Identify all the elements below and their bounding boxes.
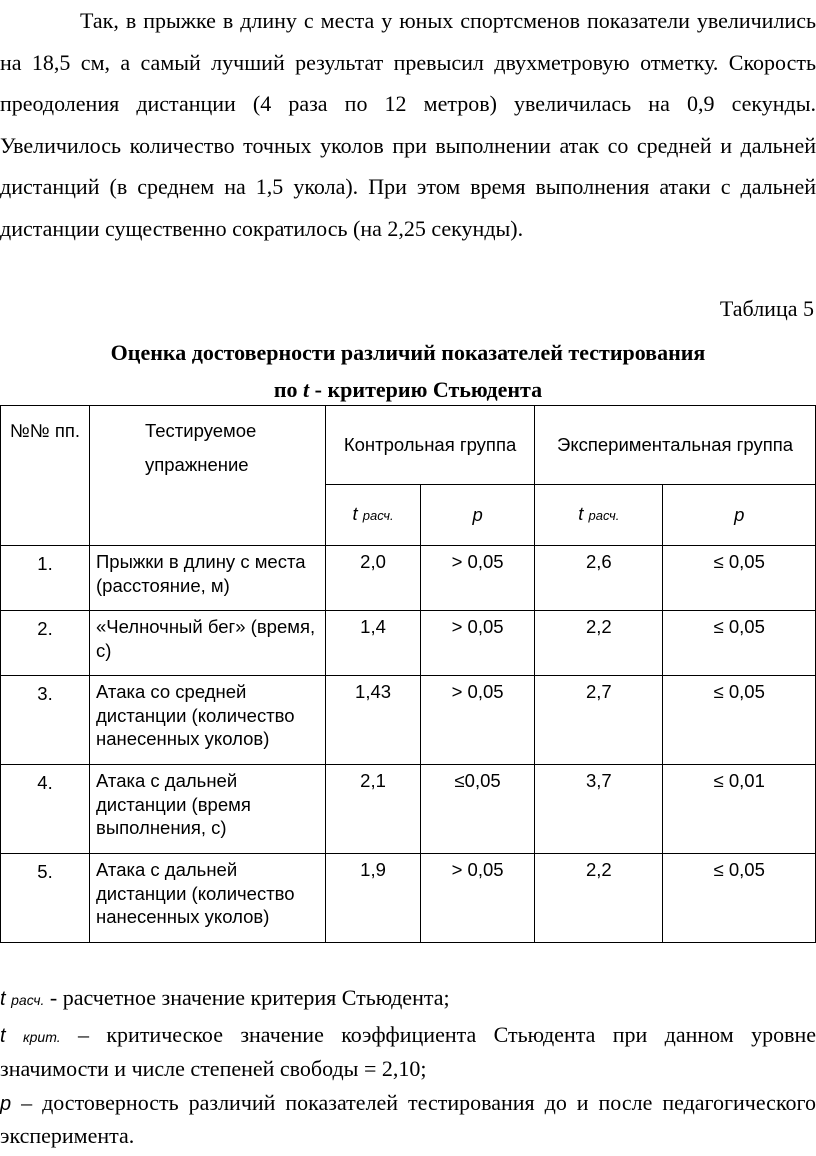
row-experimental-p: ≤ 0,05: [663, 546, 816, 611]
row-control-t: 1,9: [326, 854, 421, 943]
row-control-t: 1,4: [326, 611, 421, 676]
note-t-calc: [0, 982, 816, 1016]
row-control-t: 1,43: [326, 676, 421, 765]
row-experimental-t: 2,2: [535, 611, 663, 676]
table-row: [1, 854, 816, 943]
note-symbol: t расч.: [0, 988, 45, 1010]
row-control-p: > 0,05: [421, 546, 535, 611]
table-title-prefix: по: [273, 377, 304, 402]
subheader-control-t: t расч.: [326, 485, 421, 546]
table-row: [1, 765, 816, 854]
note-text: – достоверность различий показателей тестирования до и после педагогического эксперимента.: [0, 1090, 816, 1148]
table-header-row: [1, 406, 816, 485]
row-experimental-t: 3,7: [535, 765, 663, 854]
row-control-p: > 0,05: [421, 854, 535, 943]
table-title-symbol: t: [303, 377, 310, 402]
row-number: 5.: [1, 854, 90, 943]
row-experimental-p: ≤ 0,05: [663, 611, 816, 676]
row-experimental-t: 2,6: [535, 546, 663, 611]
header-number: №№ пп.: [1, 406, 90, 546]
note-text: - расчетное значение критерия Стьюдента;: [44, 985, 450, 1010]
table-title-suffix: - критерию Стьюдента: [309, 377, 543, 402]
row-number: 3.: [1, 676, 90, 765]
note-symbol: t крит.: [0, 1025, 61, 1047]
table-title: [0, 334, 816, 408]
table-title-line2: [0, 371, 816, 408]
note-text: – критическое значение коэффициента Стьюдента при данном уровне значимости и числе степеней свободы = 2,10;: [0, 1022, 816, 1081]
row-number: 2.: [1, 611, 90, 676]
row-control-p: > 0,05: [421, 676, 535, 765]
header-experimental-group: Экспериментальная группа: [535, 406, 816, 485]
body-paragraph: Так, в прыжке в длину с места у юных спортсменов показатели увеличились на 18,5 см, а самый лучший результат превысил двухметровую отметку. Скорость преодоления дистанции (4 раза по 12 метров) увеличилась на 0,9 секунды. Увеличилось количество точных уколов при выполнении атак со средней и дальней дистанций (в среднем на 1,5 укола). При этом время выполнения атаки с дальней дистанции существенно сократилось (на 2,25 секунды).: [0, 8, 816, 241]
row-exercise: Атака со средней дистанции (количество нанесенных уколов): [90, 676, 326, 765]
table-row: [1, 546, 816, 611]
row-number: 4.: [1, 765, 90, 854]
row-number: 1.: [1, 546, 90, 611]
row-experimental-t: 2,2: [535, 854, 663, 943]
header-exercise: Тестируемое упражнение: [90, 406, 326, 546]
note-symbol: p: [0, 1093, 12, 1115]
subheader-experimental-p: p: [663, 485, 816, 546]
note-t-crit: [0, 1019, 816, 1084]
table-row: [1, 611, 816, 676]
row-exercise: «Челночный бег» (время, с): [90, 611, 326, 676]
row-control-t: 2,1: [326, 765, 421, 854]
row-experimental-t: 2,7: [535, 676, 663, 765]
row-exercise: Атака с дальней дистанции (количество нанесенных уколов): [90, 854, 326, 943]
row-experimental-p: ≤ 0,05: [663, 854, 816, 943]
row-control-t: 2,0: [326, 546, 421, 611]
table-title-line1: Оценка достоверности различий показателей тестирования: [110, 340, 706, 365]
subheader-experimental-t: t расч.: [535, 485, 663, 546]
row-experimental-p: ≤ 0,05: [663, 676, 816, 765]
header-control-group: Контрольная группа: [326, 406, 535, 485]
row-control-p: ≤0,05: [421, 765, 535, 854]
row-experimental-p: ≤ 0,01: [663, 765, 816, 854]
row-exercise: Атака с дальней дистанции (время выполнения, с): [90, 765, 326, 854]
row-control-p: > 0,05: [421, 611, 535, 676]
table-caption: Таблица 5: [719, 296, 814, 321]
table-row: [1, 676, 816, 765]
note-p: [0, 1087, 816, 1151]
results-table: [0, 405, 816, 943]
subheader-control-p: p: [421, 485, 535, 546]
row-exercise: Прыжки в длину с места (расстояние, м): [90, 546, 326, 611]
